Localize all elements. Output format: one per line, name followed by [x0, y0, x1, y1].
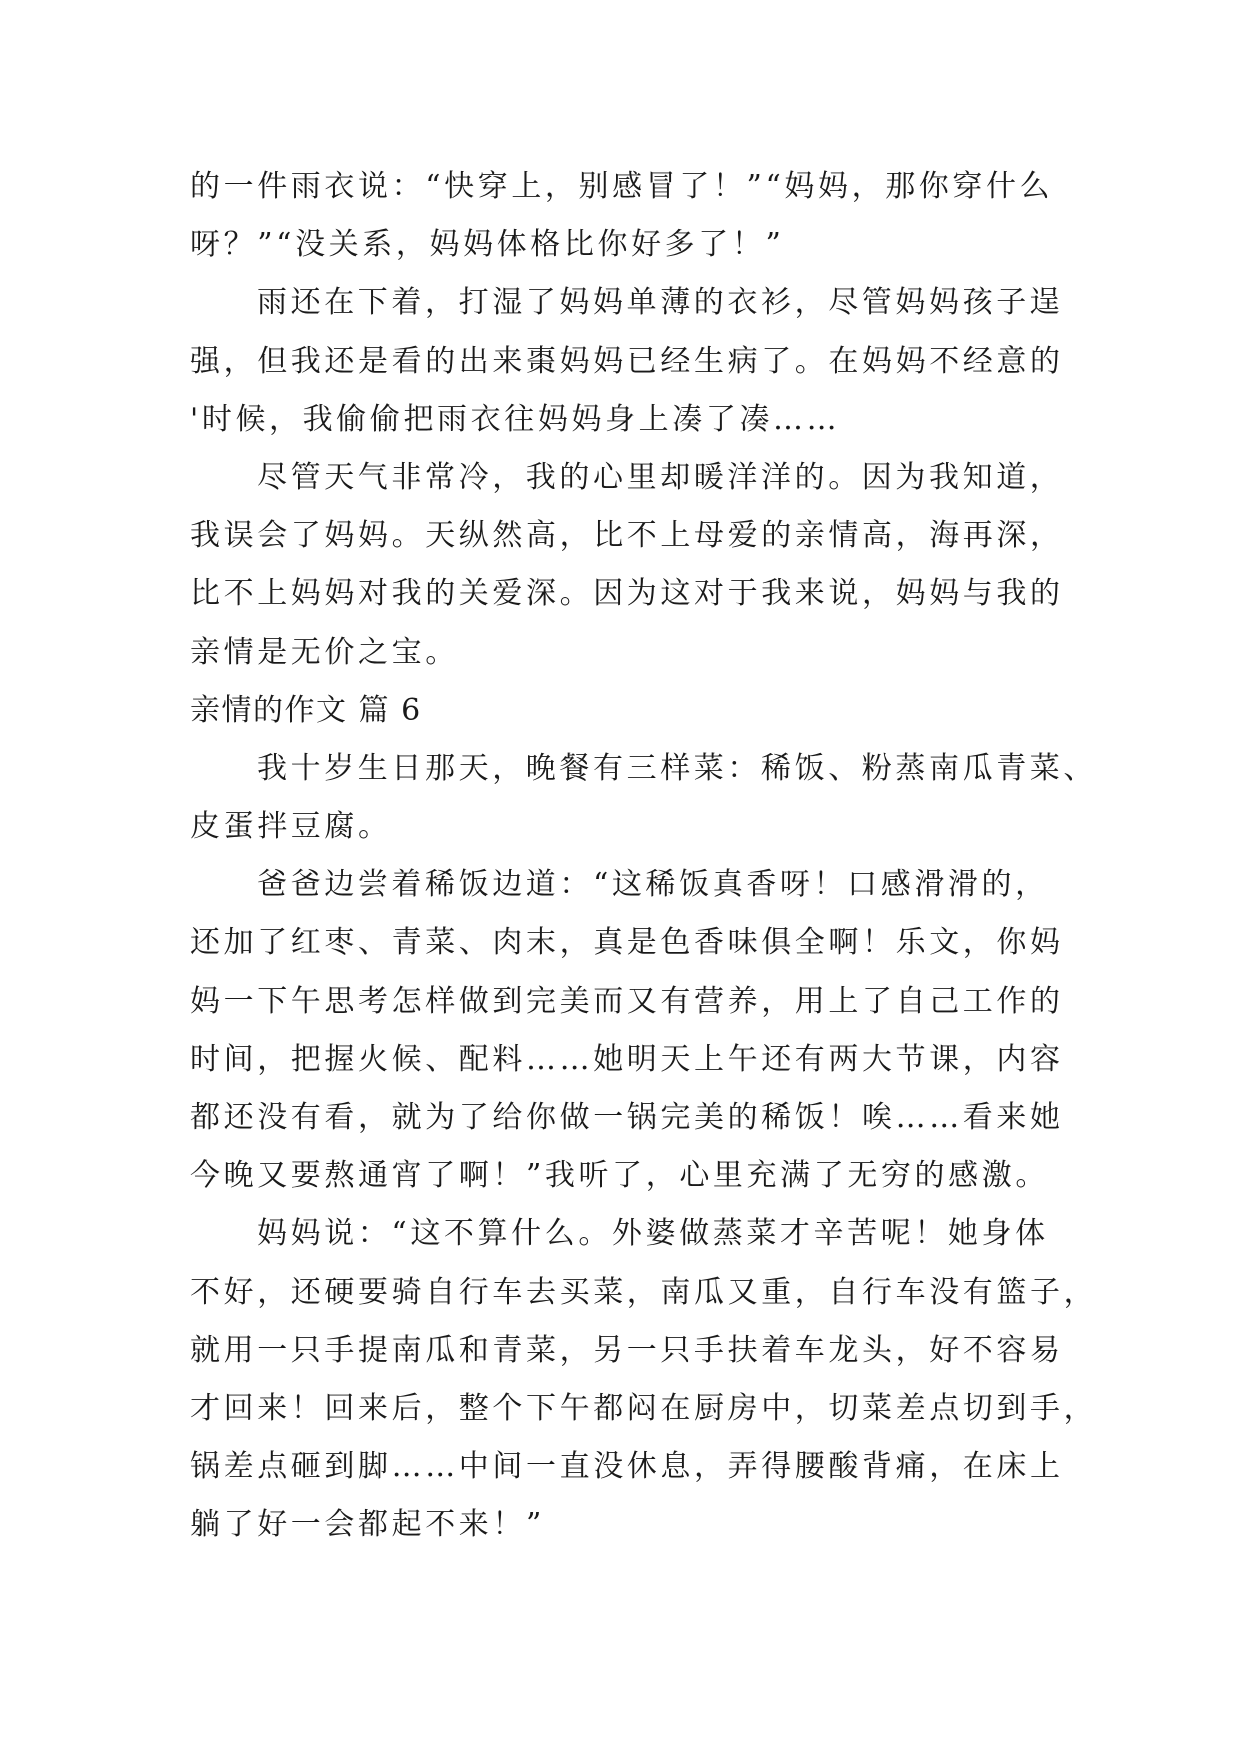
- text-line: 雨还在下着，打湿了妈妈单薄的衣衫，尽管妈妈孩子逞: [257, 285, 1064, 321]
- text-line: 今晚又要熬通宵了啊！”我听了，心里充满了无穷的感激。: [190, 1158, 1049, 1194]
- document-body: [190, 158, 1098, 1555]
- text-line: '时候，我偷偷把雨衣往妈妈身上凑了凑……: [190, 401, 841, 437]
- text-line: 锅差点砸到脚……中间一直没休息，弄得腰酸背痛，在床上: [190, 1449, 1064, 1485]
- text-line: 亲情是无价之宝。: [190, 634, 459, 670]
- text-line: 我十岁生日那天，晚餐有三样菜：稀饭、粉蒸南瓜青菜、: [257, 750, 1097, 786]
- text-line: 爸爸边尝着稀饭边道：“这稀饭真香呀！口感滑滑的，: [257, 867, 1049, 903]
- text-line: 才回来！回来后，整个下午都闷在厨房中，切菜差点切到手，: [190, 1390, 1098, 1426]
- text-line: 都还没有看，就为了给你做一锅完美的稀饭！唉……看来她: [190, 1100, 1064, 1135]
- text-line: 皮蛋拌豆腐。: [190, 809, 392, 845]
- text-line: 强，但我还是看的出来棗妈妈已经生病了。在妈妈不经意的: [190, 343, 1064, 379]
- text-line: 就用一只手提南瓜和青菜，另一只手扶着车龙头，好不容易: [190, 1332, 1064, 1368]
- text-line: 躺了好一会都起不来！”: [190, 1507, 545, 1543]
- text-line: 我误会了妈妈。天纵然高，比不上母爱的亲情高，海再深，: [190, 518, 1064, 554]
- text-line: 时间，把握火候、配料……她明天上午还有两大节课，内容: [190, 1041, 1064, 1077]
- text-line: 的一件雨衣说：“快穿上，别感冒了！”“妈妈，那你穿什么: [190, 169, 1054, 204]
- text-line: 不好，还硬要骑自行车去买菜，南瓜又重，自行车没有篮子，: [190, 1274, 1098, 1310]
- text-line: 妈一下午思考怎样做到完美而又有营养，用上了自己工作的: [190, 983, 1064, 1019]
- text-line: 妈妈说：“这不算什么。外婆做蒸菜才辛苦呢！她身体: [257, 1216, 1049, 1252]
- text-line: 呀？”“没关系，妈妈体格比你好多了！”: [190, 227, 785, 263]
- text-line: 还加了红枣、青菜、肉末，真是色香味俱全啊！乐文，你妈: [190, 925, 1064, 961]
- text-line: 尽管天气非常冷，我的心里却暖洋洋的。因为我知道，: [257, 459, 1064, 495]
- section-heading: 亲情的作文 篇 6: [190, 692, 422, 728]
- text-line: 比不上妈妈对我的关爱深。因为这对于我来说，妈妈与我的: [190, 576, 1064, 612]
